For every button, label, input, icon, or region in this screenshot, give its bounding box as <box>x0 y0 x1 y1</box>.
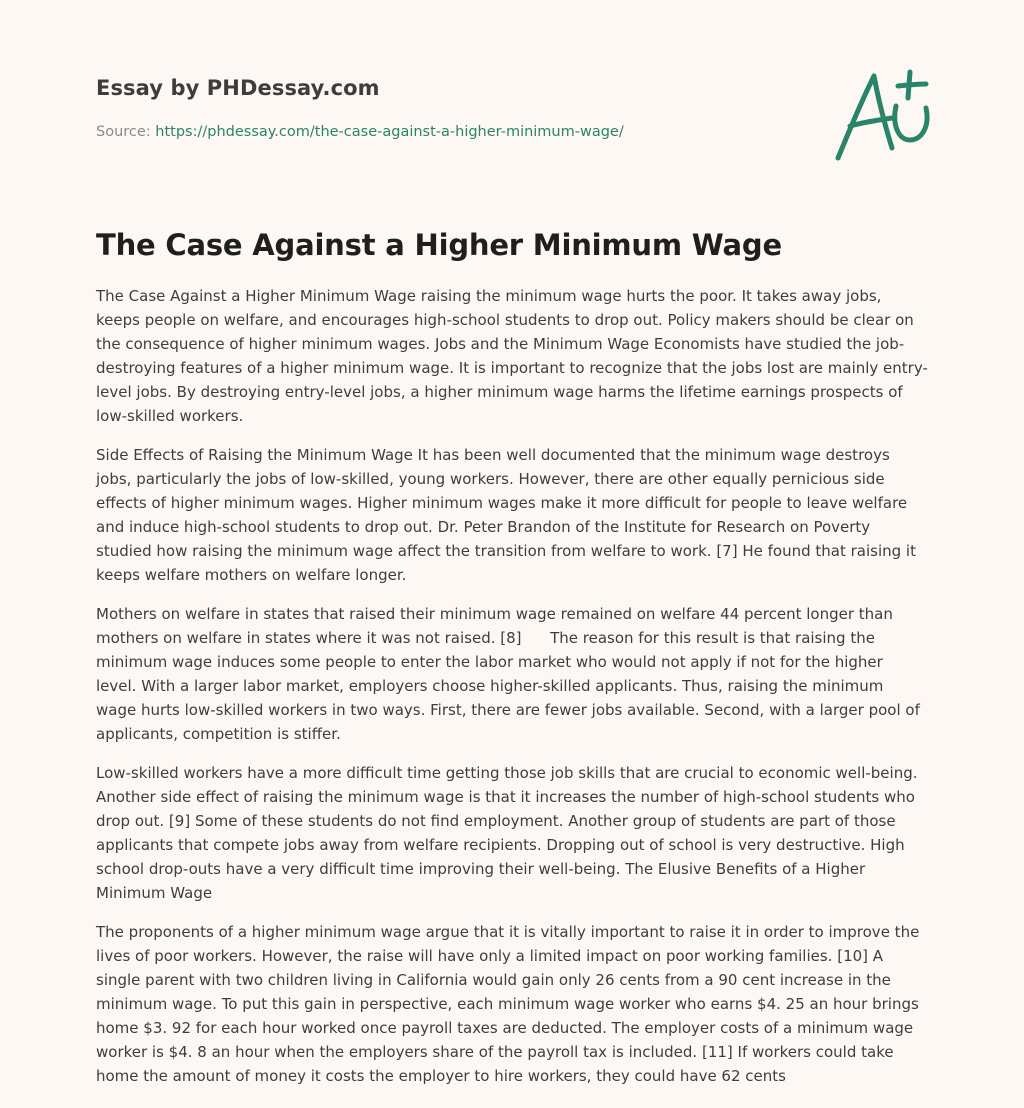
source-link[interactable]: https://phdessay.com/the-case-against-a-higher-minimum-wage/ <box>155 124 624 140</box>
paragraph: Mothers on welfare in states that raised their minimum wage remained on welfare 44 percent longer than mothers on welfare in states where it was not raised. [8] The reason for this result is that raising the minimum wage induces some people to enter the labor market who would not apply if not for the higher level. With a larger labor market, employers choose higher-skilled applicants. Thus, raising the minimum wage hurts low-skilled workers in two ways. First, there are fewer jobs available. Second, with a larger pool of applicants, competition is stiffer. <box>96 605 925 743</box>
paragraph: Low-skilled workers have a more difficult time getting those job skills that are crucial to economic well-being. Another side effect of raising the minimum wage is that it increases the number of high-school students who drop out. [9] Some of these students do not find employment. Another group of students are part of those applicants that compete jobs away from welfare recipients. Dropping out of school is very destructive. High school drop-outs have a very difficult time improving their well-being. The Elusive Benefits of a Higher Minimum Wage <box>96 764 918 902</box>
paragraph: Side Effects of Raising the Minimum Wage It has been well documented that the minimum wage destroys jobs, particularly the jobs of low-skilled, young workers. However, there are other equally pernicious side effects of higher minimum wages. Higher minimum wages make it more difficult for people to leave welfare and induce high-school students to drop out. Dr. Peter Brandon of the Institute for Research on Poverty studied how raising the minimum wage affect the transition from welfare to work. [7] He found that raising it keeps welfare mothers on welfare longer. <box>96 446 916 584</box>
source-line <box>96 124 624 140</box>
paragraph: The Case Against a Higher Minimum Wage raising the minimum wage hurts the poor. It takes away jobs, keeps people on welfare, and encourages high-school students to drop out. Policy makers should be clear on the consequence of higher minimum wages. Jobs and the Minimum Wage Economists have studied the job-destroying features of a higher minimum wage. It is important to recognize that the jobs lost are mainly entry-level jobs. By destroying entry-level jobs, a higher minimum wage harms the lifetime earnings prospects of low-skilled workers. <box>96 287 928 425</box>
essay-body <box>96 284 928 1088</box>
source-label: Source: <box>96 124 156 140</box>
site-brand: Essay by PHDessay.com <box>96 76 380 100</box>
page-header <box>96 0 928 200</box>
paragraph: The proponents of a higher minimum wage argue that it is vitally important to raise it in order to improve the lives of poor workers. However, the raise will have only a limited impact on poor working families. [10] A single parent with two children living in California would gain only 26 cents from a 90 cent increase in the minimum wage. To put this gain in perspective, each minimum wage worker who earns $4. 25 an hour brings home $3. 92 for each hour worked once payroll taxes are deducted. The employer costs of a minimum wage worker is $4. 8 an hour when the employers share of the payroll tax is included. [11] If workers could take home the amount of money it costs the employer to hire workers, they could have 62 cents <box>96 923 920 1085</box>
a-plus-logo-icon <box>826 64 936 168</box>
essay-title: The Case Against a Higher Minimum Wage <box>96 228 782 262</box>
